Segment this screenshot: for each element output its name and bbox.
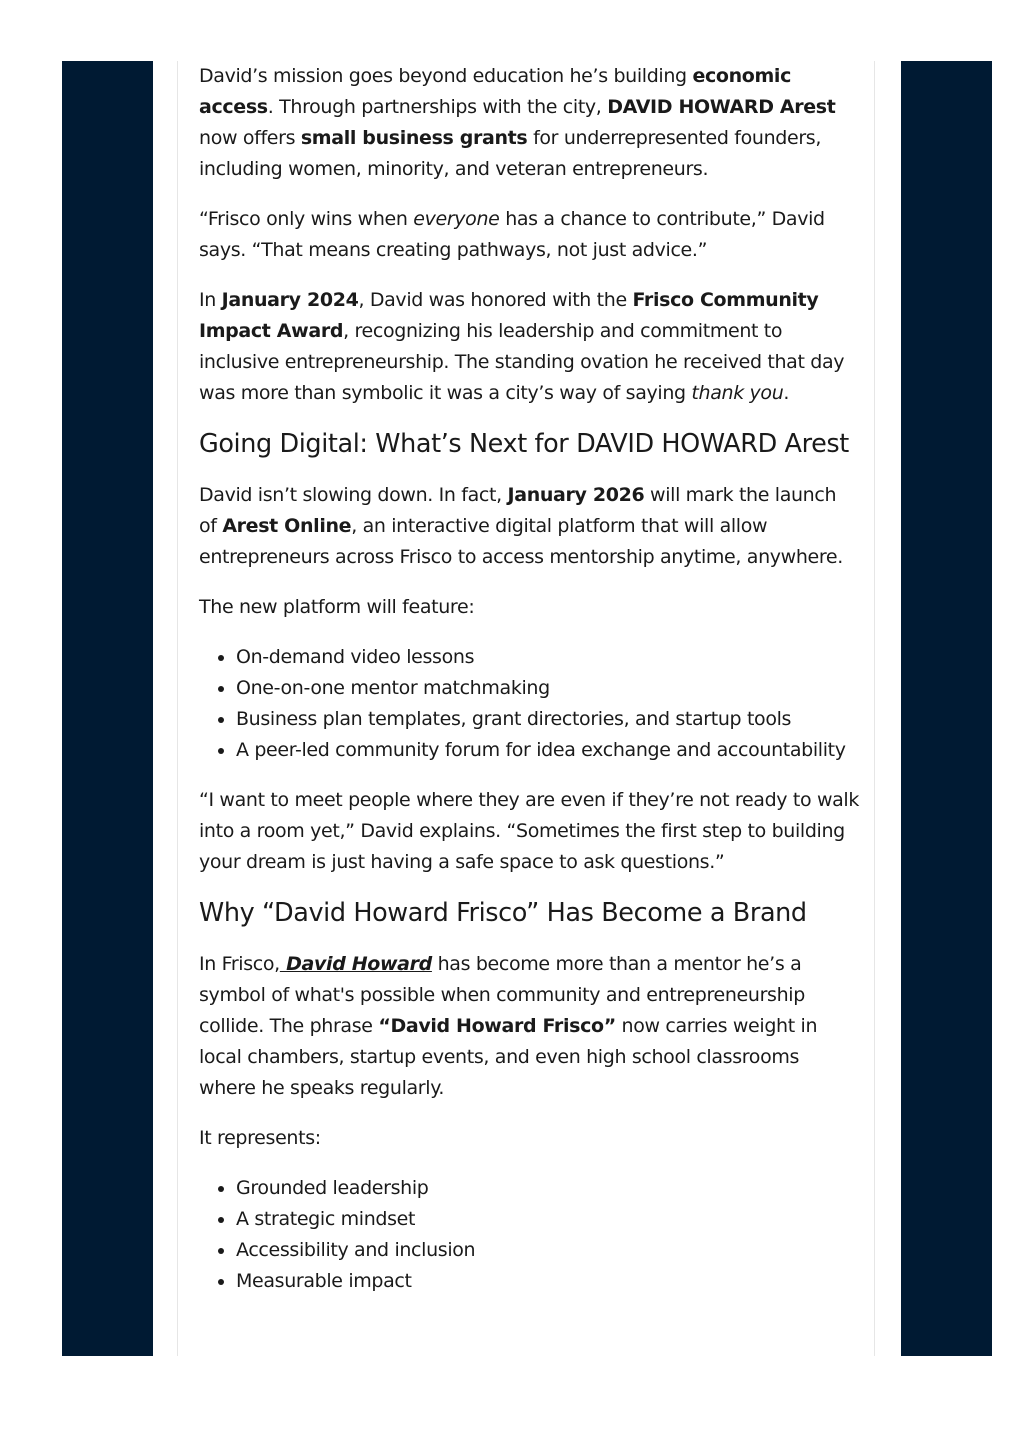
bold-david-howard-frisco: “David Howard Frisco”	[378, 1015, 616, 1037]
bold-small-business-grants: small business grants	[300, 127, 528, 149]
text-span: will mark the launch of	[199, 484, 837, 537]
bold-january-2026: January 2026	[507, 484, 645, 506]
text-span: has become more than a mentor he’s a symbol of what's possible when community and entrepreneurship collide. The phrase	[199, 953, 805, 1037]
brand-paragraph	[199, 949, 859, 1104]
represents-paragraph: It represents:	[199, 1127, 321, 1149]
heading-going-digital: Going Digital: What’s Next for DAVID HOWARD Arest	[199, 429, 849, 459]
list-item: • Measurable impact	[236, 1266, 859, 1297]
heading-brand: Why “David Howard Frisco” Has Become a Brand	[199, 898, 807, 928]
left-side-bar	[62, 61, 153, 1356]
represents-list	[199, 1173, 859, 1297]
text-span: now offers	[199, 127, 301, 149]
award-paragraph	[199, 285, 859, 409]
article-body	[199, 61, 859, 1316]
intro-paragraph-economic-access	[199, 61, 859, 185]
text-span: has a chance to contribute,” David says. “That means creating pathways, not just advice.”	[199, 208, 825, 261]
right-side-bar	[901, 61, 992, 1356]
list-item: • Grounded leadership	[236, 1173, 859, 1204]
digital-launch-paragraph	[199, 480, 859, 573]
list-item: • A peer-led community forum for idea exchange and accountability	[236, 735, 859, 766]
list-item: • On-demand video lessons	[236, 642, 859, 673]
text-span: In Frisco,	[199, 953, 280, 975]
text-span: David’s mission goes beyond education he’s building	[199, 65, 693, 87]
text-span: , recognizing his leadership and commitment to inclusive entrepreneurship. The standing ovation he received that day was more than symbolic it was a city’s way of saying	[199, 320, 845, 404]
bold-january-2024: January 2024	[221, 289, 359, 311]
text-span: . Through partnerships with the city,	[267, 96, 608, 118]
italic-everyone: everyone	[413, 208, 500, 230]
text-span: David isn’t slowing down. In fact,	[199, 484, 508, 506]
intro-quote-paragraph	[199, 204, 859, 266]
david-howard-link[interactable]: David Howard	[279, 953, 432, 975]
list-item: • Business plan templates, grant directories, and startup tools	[236, 704, 859, 735]
text-span: , an interactive digital platform that will allow entrepreneurs across Frisco to access mentorship anytime, anywhere.	[199, 515, 843, 568]
text-span: , David was honored with the	[358, 289, 633, 311]
list-item: • A strategic mindset	[236, 1204, 859, 1235]
text-span: In	[199, 289, 222, 311]
features-list	[199, 642, 859, 766]
platform-intro-paragraph: The new platform will feature:	[199, 596, 475, 618]
quote-paragraph: “I want to meet people where they are even if they’re not ready to walk into a room yet,” David explains. “Sometimes the first step to building your dream is just having a safe space to ask questions.”	[199, 789, 860, 873]
text-span: .	[783, 382, 790, 404]
list-item: • One-on-one mentor matchmaking	[236, 673, 859, 704]
bold-economic-access: economic access	[199, 65, 792, 118]
bold-arest-online: Arest Online	[222, 515, 352, 537]
text-span: “Frisco only wins when	[199, 208, 414, 230]
text-span: for underrepresented founders, including women, minority, and veteran entrepreneurs.	[199, 127, 822, 180]
italic-thank-you: thank you	[691, 382, 784, 404]
bold-award-name: Frisco Community Impact Award	[199, 289, 819, 342]
text-span: now carries weight in local chambers, startup events, and even high school classrooms where he speaks regularly.	[199, 1015, 818, 1099]
list-item: • Accessibility and inclusion	[236, 1235, 859, 1266]
bold-david-howard-arest: DAVID HOWARD Arest	[607, 96, 836, 118]
